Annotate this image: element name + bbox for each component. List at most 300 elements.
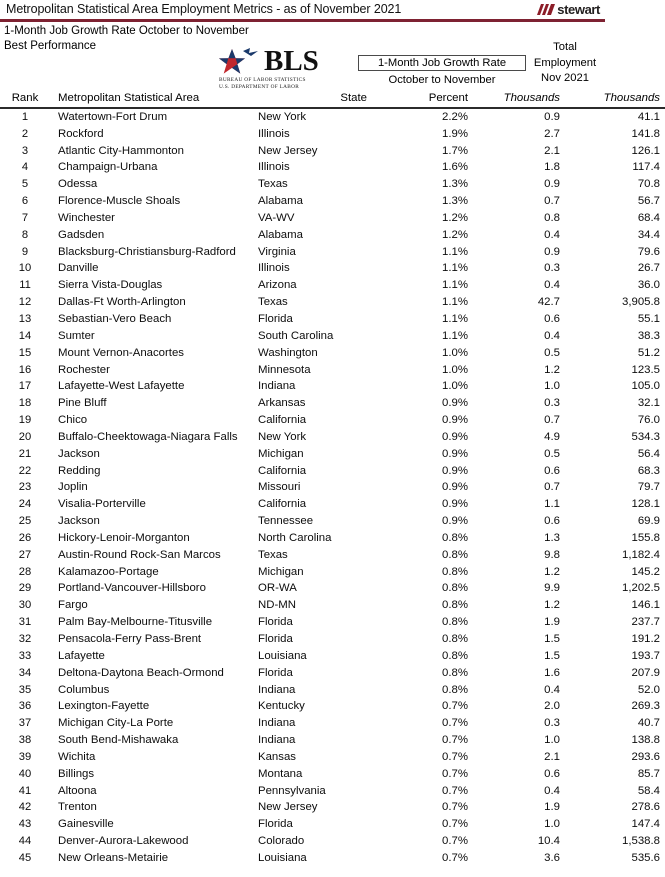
column-header-msa: Metropolitan Statistical Area	[50, 90, 258, 108]
cell-state: California	[258, 464, 307, 477]
cell-percent: 0.8%	[442, 548, 468, 561]
cell-rank: 10	[18, 262, 32, 275]
cell-msa: Altoona	[58, 784, 97, 797]
cell-state: California	[258, 414, 307, 427]
cell-rank: 19	[18, 414, 32, 427]
table-row	[0, 631, 665, 648]
cell-thousands: 1.5	[544, 649, 560, 662]
column-header-total: Thousands	[574, 90, 665, 108]
cell-state: Colorado	[258, 835, 305, 848]
cell-msa: Gadsden	[58, 228, 105, 241]
cell-state: Virginia	[258, 245, 296, 258]
table-row	[0, 799, 665, 816]
cell-total: 55.1	[637, 312, 660, 325]
cell-rank: 29	[18, 582, 32, 595]
cell-thousands: 0.7	[544, 414, 560, 427]
cell-total: 126.1	[631, 144, 660, 157]
cell-rank: 15	[18, 346, 32, 359]
cell-rank: 42	[18, 801, 32, 814]
cell-total: 146.1	[631, 599, 660, 612]
table-row	[0, 260, 665, 277]
cell-total: 105.0	[631, 380, 660, 393]
cell-thousands: 3.6	[544, 851, 560, 864]
cell-msa: Hickory-Lenoir-Morganton	[58, 531, 190, 544]
cell-percent: 0.7%	[442, 818, 468, 831]
cell-percent: 0.7%	[442, 750, 468, 763]
cell-msa: Rockford	[58, 127, 104, 140]
cell-thousands: 9.9	[544, 582, 560, 595]
cell-msa: Buffalo-Cheektowaga-Niagara Falls	[58, 430, 238, 443]
table-row	[0, 227, 665, 244]
cell-rank: 8	[21, 228, 29, 241]
growth-rate-label-box: 1-Month Job Growth Rate	[358, 55, 526, 71]
cell-percent: 0.7%	[442, 835, 468, 848]
table-row	[0, 244, 665, 261]
cell-rank: 16	[18, 363, 32, 376]
cell-total: 79.6	[637, 245, 660, 258]
cell-rank: 5	[21, 178, 29, 191]
cell-state: Alabama	[258, 195, 303, 208]
cell-total: 70.8	[637, 178, 660, 191]
cell-thousands: 0.3	[544, 397, 560, 410]
total-employment-label	[528, 40, 602, 87]
table-row	[0, 126, 665, 143]
cell-thousands: 1.0	[544, 818, 560, 831]
cell-state: Florida	[258, 633, 293, 645]
cell-percent: 0.7%	[442, 700, 468, 713]
cell-state: Kentucky	[258, 700, 305, 713]
cell-msa: South Bend-Mishawaka	[58, 734, 179, 747]
cell-total: 237.7	[631, 616, 660, 629]
table-row	[0, 446, 665, 463]
cell-thousands: 2.0	[544, 700, 560, 713]
cell-percent: 1.1%	[442, 296, 468, 309]
cell-msa: Chico	[58, 414, 88, 427]
cell-total: 191.2	[631, 633, 660, 645]
page-title: Metropolitan Statistical Area Employment Metrics - as of November 2021	[6, 2, 402, 16]
cell-total: 1,182.4	[621, 548, 660, 561]
cell-percent: 1.6%	[442, 161, 468, 174]
cell-thousands: 10.4	[537, 835, 560, 848]
cell-percent: 1.0%	[442, 380, 468, 393]
cell-total: 36.0	[637, 279, 660, 292]
cell-total: 535.6	[631, 851, 660, 864]
table-row	[0, 277, 665, 294]
cell-msa: Jackson	[58, 447, 100, 460]
table-row	[0, 210, 665, 227]
table-row	[0, 311, 665, 328]
cell-msa: Blacksburg-Christiansburg-Radford	[58, 245, 236, 258]
cell-msa: Fargo	[58, 599, 88, 612]
cell-state: Arkansas	[258, 397, 306, 410]
cell-rank: 6	[21, 195, 29, 208]
cell-rank: 22	[18, 464, 32, 477]
table-row	[0, 345, 665, 362]
cell-thousands: 0.8	[544, 211, 560, 224]
cell-msa: New Orleans-Metairie	[58, 851, 169, 864]
cell-msa: Gainesville	[58, 818, 114, 831]
cell-msa: Danville	[58, 262, 99, 275]
cell-rank: 40	[18, 767, 32, 780]
cell-total: 141.8	[631, 127, 660, 140]
cell-rank: 24	[18, 498, 32, 511]
cell-msa: Billings	[58, 767, 95, 780]
cell-percent: 0.8%	[442, 633, 468, 645]
cell-total: 85.7	[637, 767, 660, 780]
table-row	[0, 783, 665, 800]
cell-total: 193.7	[631, 649, 660, 662]
cell-thousands: 0.6	[544, 515, 560, 528]
cell-thousands: 2.1	[544, 144, 560, 157]
cell-percent: 0.7%	[442, 851, 468, 864]
cell-total: 207.9	[631, 666, 660, 679]
cell-msa: Sumter	[58, 329, 95, 342]
cell-percent: 0.9%	[442, 397, 468, 410]
cell-percent: 0.9%	[442, 414, 468, 427]
cell-rank: 3	[21, 144, 29, 157]
cell-rank: 26	[18, 531, 32, 544]
cell-msa: Lexington-Fayette	[58, 700, 150, 713]
cell-state: Texas	[258, 178, 288, 191]
cell-msa: Denver-Aurora-Lakewood	[58, 835, 189, 848]
cell-rank: 25	[18, 515, 32, 528]
cell-state: Kansas	[258, 750, 296, 763]
table-row	[0, 547, 665, 564]
cell-thousands: 2.7	[544, 127, 560, 140]
cell-thousands: 0.9	[544, 245, 560, 258]
cell-percent: 0.9%	[442, 447, 468, 460]
cell-state: VA-WV	[258, 211, 295, 224]
cell-state: Florida	[258, 312, 293, 325]
cell-percent: 0.7%	[442, 784, 468, 797]
subtitle-line-2: Best Performance	[4, 40, 97, 52]
cell-percent: 2.2%	[442, 110, 468, 123]
cell-state: Illinois	[258, 127, 290, 140]
cell-rank: 20	[18, 430, 32, 443]
cell-percent: 1.1%	[442, 279, 468, 292]
cell-msa: Michigan City-La Porte	[58, 717, 174, 730]
cell-rank: 23	[18, 481, 32, 494]
cell-total: 128.1	[631, 498, 660, 511]
top-banner	[0, 0, 605, 22]
cell-rank: 14	[18, 329, 32, 342]
cell-msa: Lafayette	[58, 649, 105, 662]
table-row	[0, 732, 665, 749]
cell-rank: 1	[21, 110, 29, 123]
cell-msa: Lafayette-West Lafayette	[58, 380, 185, 393]
cell-thousands: 0.5	[544, 346, 560, 359]
cell-state: OR-WA	[258, 582, 297, 595]
table-head	[0, 90, 665, 108]
cell-thousands: 0.4	[544, 683, 560, 696]
cell-total: 52.0	[637, 683, 660, 696]
cell-percent: 0.8%	[442, 666, 468, 679]
cell-state: New York	[258, 430, 307, 443]
column-header-rank: Rank	[0, 90, 50, 108]
cell-thousands: 1.2	[544, 565, 560, 578]
table-row	[0, 429, 665, 446]
total-label-line-2: Employment	[533, 56, 597, 69]
table-row	[0, 328, 665, 345]
cell-percent: 0.8%	[442, 531, 468, 544]
cell-msa: Trenton	[58, 801, 97, 814]
cell-state: Indiana	[258, 717, 296, 730]
cell-percent: 1.3%	[442, 178, 468, 191]
cell-total: 1,202.5	[621, 582, 660, 595]
table-row	[0, 715, 665, 732]
cell-percent: 0.8%	[442, 599, 468, 612]
cell-percent: 0.9%	[442, 464, 468, 477]
cell-percent: 1.1%	[442, 245, 468, 258]
table-row	[0, 698, 665, 715]
cell-thousands: 1.9	[544, 616, 560, 629]
stewart-logo	[539, 1, 600, 17]
cell-rank: 13	[18, 312, 32, 325]
cell-state: Louisiana	[258, 649, 307, 662]
cell-percent: 1.1%	[442, 312, 468, 325]
cell-msa: Mount Vernon-Anacortes	[58, 346, 185, 359]
table-row	[0, 816, 665, 833]
cell-thousands: 2.1	[544, 750, 560, 763]
cell-total: 123.5	[631, 363, 660, 376]
cell-thousands: 0.7	[544, 195, 560, 208]
cell-rank: 38	[18, 734, 32, 747]
table-row	[0, 108, 665, 126]
cell-msa: Champaign-Urbana	[58, 161, 158, 174]
cell-msa: Redding	[58, 464, 101, 477]
cell-thousands: 0.3	[544, 717, 560, 730]
table-row	[0, 496, 665, 513]
cell-percent: 0.8%	[442, 683, 468, 696]
table-row	[0, 193, 665, 210]
cell-msa: Pine Bluff	[58, 397, 107, 410]
subtitle-line-1: 1-Month Job Growth Rate October to November	[4, 25, 249, 37]
cell-total: 534.3	[631, 430, 660, 443]
cell-thousands: 0.6	[544, 312, 560, 325]
cell-state: Indiana	[258, 683, 296, 696]
cell-total: 147.4	[631, 818, 660, 831]
cell-state: Missouri	[258, 481, 301, 494]
cell-msa: Florence-Muscle Shoals	[58, 195, 181, 208]
table-row	[0, 850, 665, 867]
growth-rate-period-label: October to November	[388, 74, 496, 86]
cell-msa: Portland-Vancouver-Hillsboro	[58, 582, 206, 595]
cell-total: 278.6	[631, 801, 660, 814]
cell-state: North Carolina	[258, 531, 332, 544]
table-row	[0, 176, 665, 193]
table-row	[0, 648, 665, 665]
cell-msa: Visalia-Porterville	[58, 498, 146, 511]
cell-percent: 0.7%	[442, 801, 468, 814]
table-row	[0, 564, 665, 581]
cell-rank: 27	[18, 548, 32, 561]
cell-state: Illinois	[258, 262, 290, 275]
cell-thousands: 1.6	[544, 666, 560, 679]
cell-rank: 31	[18, 616, 32, 629]
table-row	[0, 479, 665, 496]
cell-total: 40.7	[637, 717, 660, 730]
cell-total: 68.4	[637, 211, 660, 224]
cell-percent: 0.7%	[442, 734, 468, 747]
cell-percent: 1.2%	[442, 211, 468, 224]
cell-state: Arizona	[258, 279, 297, 292]
cell-rank: 4	[21, 161, 29, 174]
table-row	[0, 530, 665, 547]
cell-state: Washington	[258, 346, 318, 359]
bls-star-icon	[218, 48, 262, 78]
cell-rank: 18	[18, 397, 32, 410]
cell-total: 145.2	[631, 565, 660, 578]
cell-percent: 1.9%	[442, 127, 468, 140]
cell-msa: Deltona-Daytona Beach-Ormond	[58, 666, 224, 679]
cell-rank: 39	[18, 750, 32, 763]
cell-total: 117.4	[632, 161, 660, 174]
bls-sub-line-1: BUREAU OF LABOR STATISTICS	[219, 77, 306, 83]
cell-total: 32.1	[637, 397, 660, 410]
cell-percent: 0.9%	[442, 498, 468, 511]
table-row	[0, 749, 665, 766]
cell-msa: Columbus	[58, 683, 110, 696]
table-row	[0, 766, 665, 783]
cell-rank: 7	[21, 211, 29, 224]
cell-rank: 43	[18, 818, 32, 831]
cell-state: Louisiana	[258, 851, 307, 864]
cell-percent: 0.8%	[442, 582, 468, 595]
cell-thousands: 0.4	[544, 279, 560, 292]
metrics-table-wrap	[0, 90, 660, 867]
cell-msa: Winchester	[58, 211, 115, 224]
total-label-line-3: Nov 2021	[541, 72, 589, 84]
column-header-thousands: Thousands	[478, 90, 574, 108]
cell-rank: 34	[18, 666, 32, 679]
table-row	[0, 833, 665, 850]
cell-rank: 44	[18, 835, 32, 848]
cell-state: Florida	[258, 666, 293, 679]
cell-state: Alabama	[258, 228, 303, 241]
cell-rank: 35	[18, 683, 32, 696]
cell-percent: 1.0%	[442, 363, 468, 376]
cell-state: South Carolina	[258, 329, 334, 342]
table-row	[0, 597, 665, 614]
cell-total: 56.7	[637, 195, 660, 208]
cell-msa: Palm Bay-Melbourne-Titusville	[58, 616, 213, 629]
cell-thousands: 1.0	[544, 734, 560, 747]
table-row	[0, 463, 665, 480]
cell-total: 34.4	[637, 228, 660, 241]
cell-percent: 0.7%	[442, 767, 468, 780]
cell-msa: Jackson	[58, 515, 100, 528]
cell-thousands: 42.7	[537, 296, 560, 309]
cell-rank: 36	[18, 700, 32, 713]
cell-thousands: 0.4	[544, 228, 560, 241]
cell-state: Tennessee	[258, 515, 314, 528]
cell-state: Pennsylvania	[258, 784, 326, 797]
table-header-row	[0, 90, 665, 108]
cell-rank: 17	[18, 380, 32, 393]
cell-state: Indiana	[258, 734, 296, 747]
cell-state: New Jersey	[258, 144, 318, 157]
cell-thousands: 0.4	[544, 329, 560, 342]
column-header-percent: Percent	[390, 90, 478, 108]
total-label-line-1: Total	[553, 41, 577, 53]
cell-thousands: 1.8	[544, 161, 560, 174]
cell-msa: Wichita	[58, 750, 96, 763]
cell-percent: 0.8%	[442, 565, 468, 578]
cell-total: 76.0	[637, 414, 660, 427]
cell-rank: 37	[18, 717, 32, 730]
cell-msa: Pensacola-Ferry Pass-Brent	[58, 633, 202, 645]
cell-msa: Odessa	[58, 178, 98, 191]
cell-msa: Watertown-Fort Drum	[58, 110, 168, 123]
cell-percent: 1.1%	[442, 262, 468, 275]
table-row	[0, 294, 665, 311]
cell-percent: 0.8%	[442, 616, 468, 629]
cell-thousands: 0.9	[544, 178, 560, 191]
cell-thousands: 0.3	[544, 262, 560, 275]
cell-state: Michigan	[258, 565, 304, 578]
cell-percent: 0.7%	[442, 717, 468, 730]
cell-rank: 12	[18, 296, 32, 309]
cell-msa: Sebastian-Vero Beach	[58, 312, 172, 325]
cell-rank: 2	[21, 127, 29, 140]
table-row	[0, 682, 665, 699]
cell-thousands: 0.6	[544, 767, 560, 780]
cell-rank: 11	[19, 279, 31, 292]
cell-rank: 21	[18, 447, 32, 460]
cell-msa: Rochester	[58, 363, 110, 376]
cell-rank: 30	[18, 599, 32, 612]
cell-thousands: 4.9	[544, 430, 560, 443]
cell-total: 26.7	[637, 262, 660, 275]
cell-thousands: 1.1	[544, 498, 560, 511]
cell-total: 79.7	[637, 481, 660, 494]
cell-msa: Kalamazoo-Portage	[58, 565, 159, 578]
cell-total: 58.4	[637, 784, 660, 797]
cell-thousands: 1.5	[544, 633, 560, 645]
table-body	[0, 108, 665, 867]
cell-rank: 33	[18, 649, 32, 662]
cell-percent: 1.3%	[442, 195, 468, 208]
cell-thousands: 1.3	[544, 531, 560, 544]
cell-total: 155.8	[631, 531, 660, 544]
cell-total: 56.4	[637, 447, 660, 460]
banner-divider	[0, 19, 605, 22]
table-row	[0, 614, 665, 631]
cell-msa: Dallas-Ft Worth-Arlington	[58, 296, 186, 309]
cell-rank: 45	[18, 851, 32, 864]
cell-state: Texas	[258, 548, 288, 561]
cell-thousands: 0.6	[544, 464, 560, 477]
table-row	[0, 665, 665, 682]
cell-percent: 0.9%	[442, 481, 468, 494]
table-row	[0, 412, 665, 429]
bls-sub-line-2: U.S. DEPARTMENT OF LABOR	[219, 84, 300, 90]
cell-state: Florida	[258, 818, 293, 831]
cell-state: Minnesota	[258, 363, 311, 376]
cell-thousands: 1.2	[544, 599, 560, 612]
report-subtitle	[4, 24, 249, 54]
cell-state: ND-MN	[258, 599, 296, 612]
table-row	[0, 378, 665, 395]
cell-percent: 0.9%	[442, 430, 468, 443]
cell-total: 69.9	[637, 515, 660, 528]
cell-msa: Sierra Vista-Douglas	[58, 279, 163, 292]
cell-thousands: 1.2	[544, 363, 560, 376]
table-row	[0, 143, 665, 160]
cell-state: Texas	[258, 296, 288, 309]
column-header-state: State	[258, 90, 390, 108]
cell-total: 68.3	[637, 464, 660, 477]
